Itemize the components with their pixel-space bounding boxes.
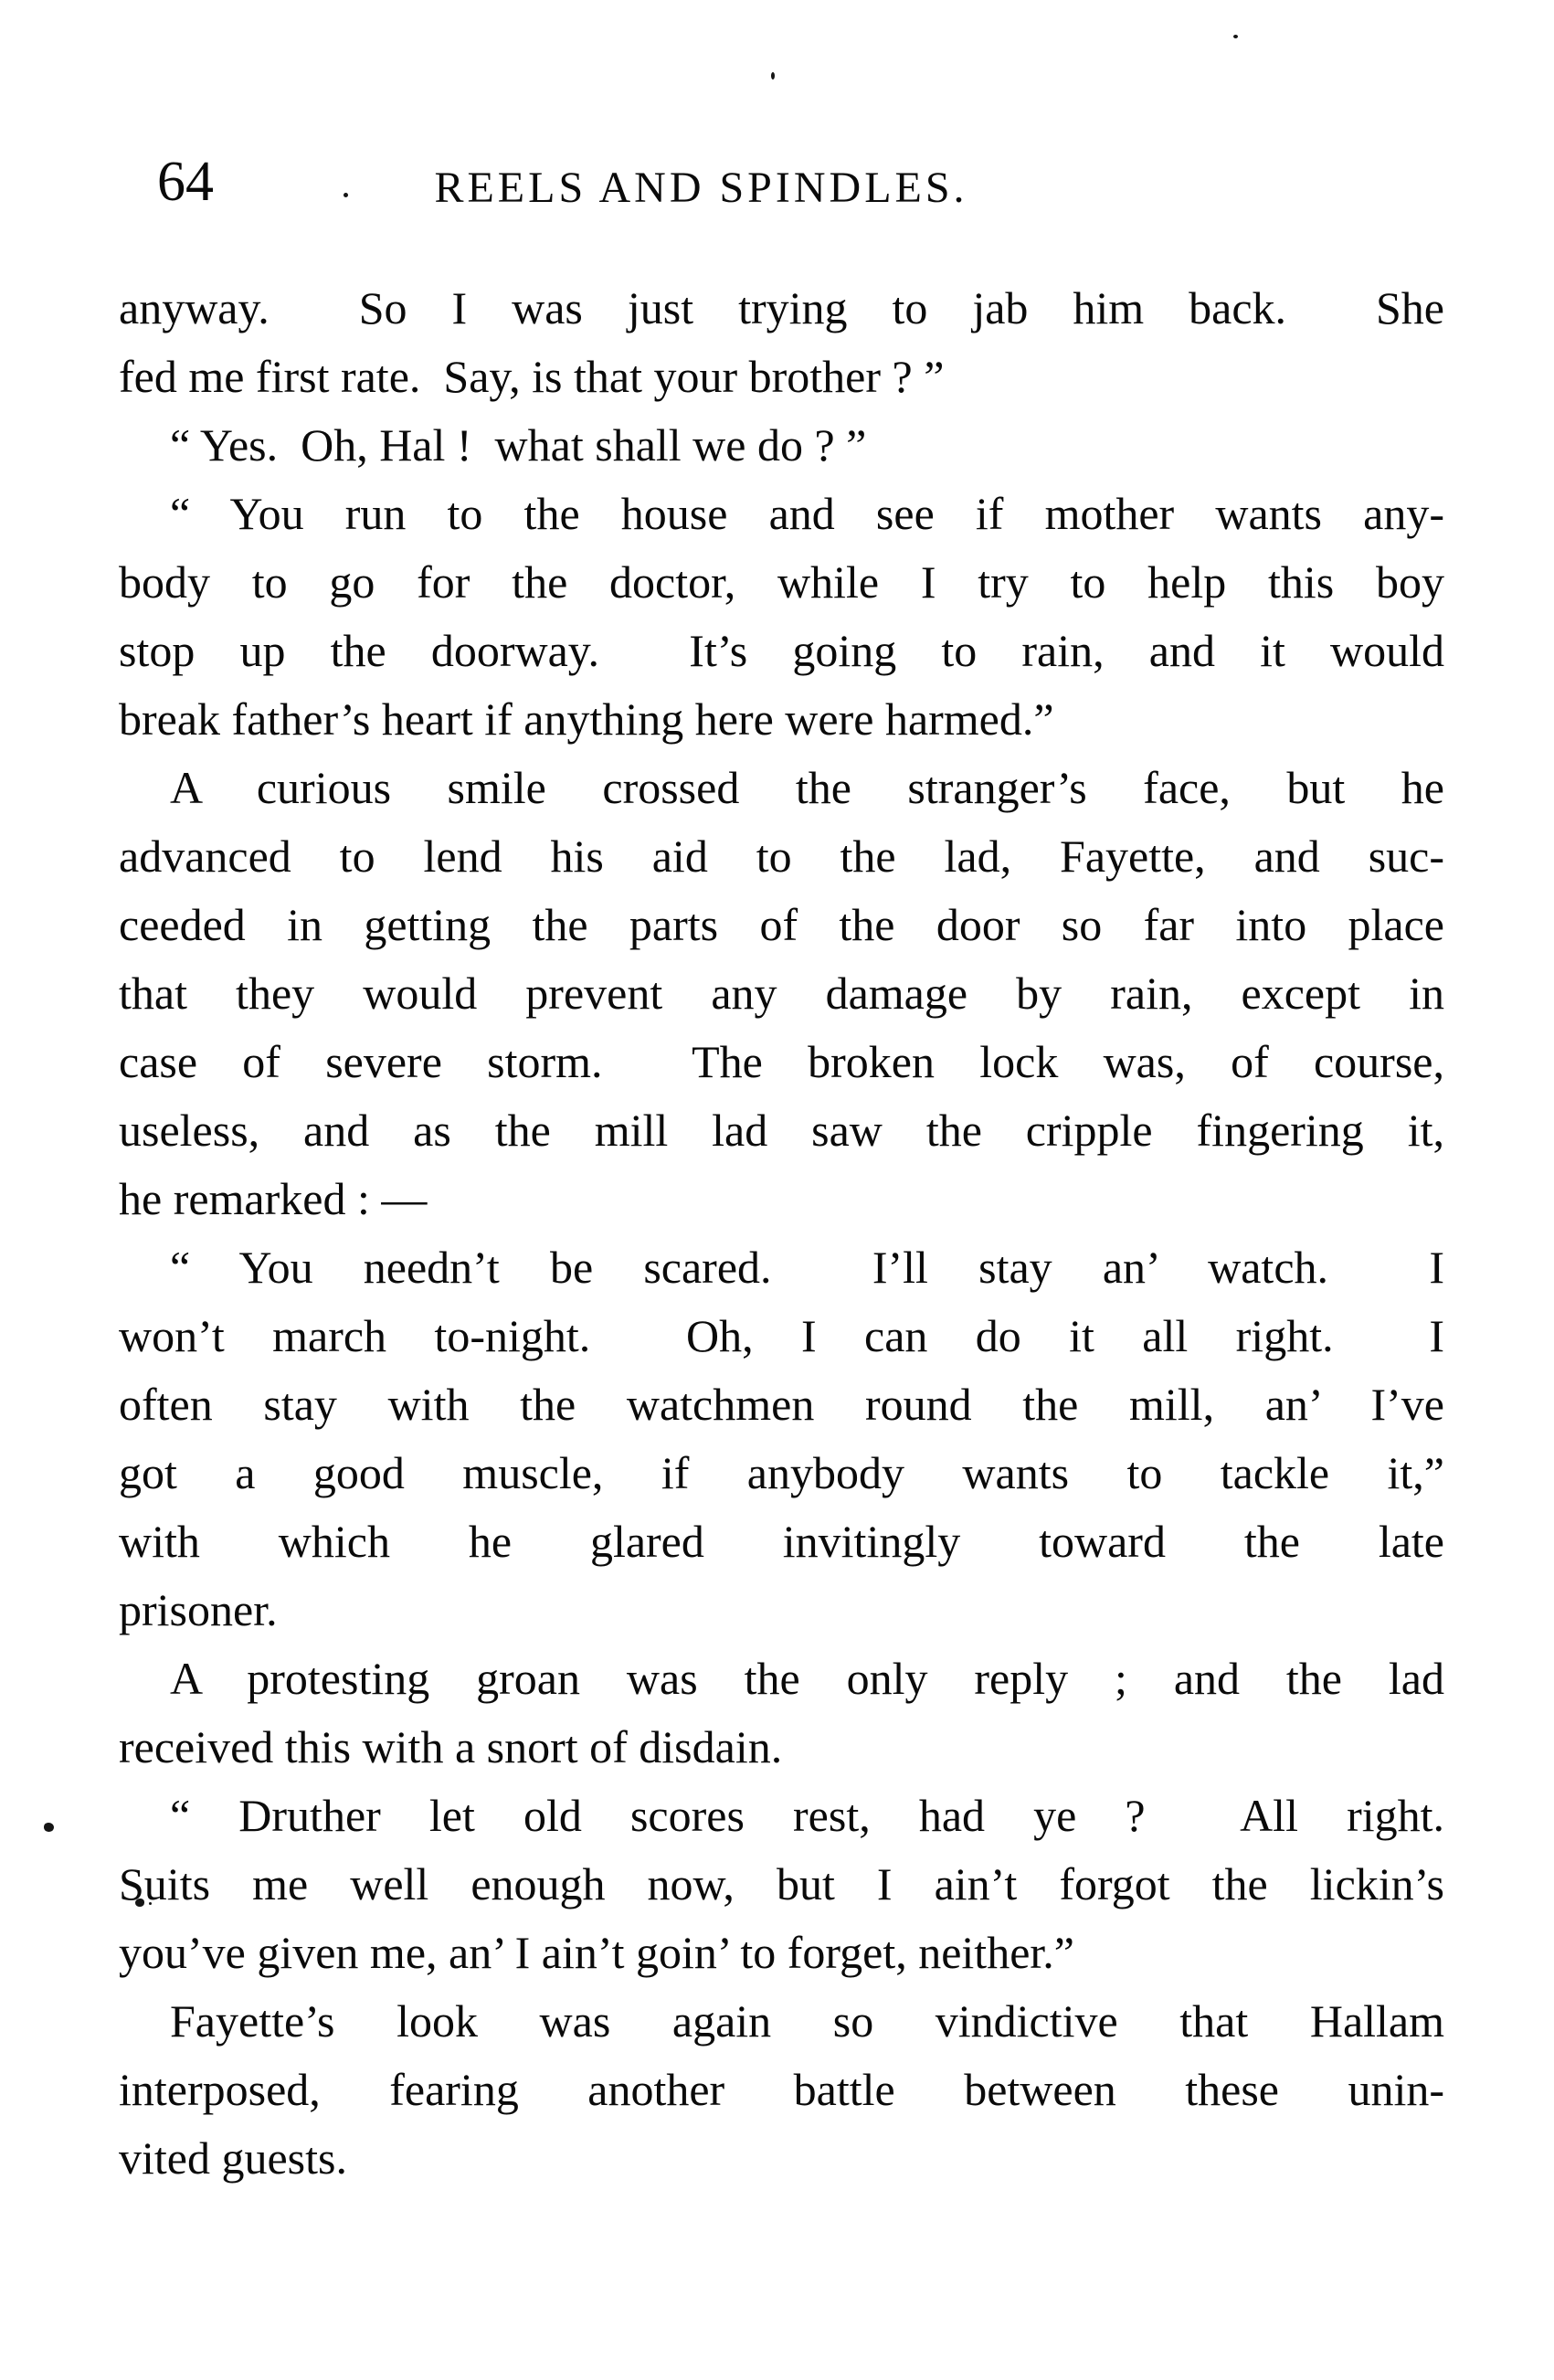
- text-line: you’ve given me, an’ I ain’t goin’ to forget, neither.”: [119, 1927, 1074, 1978]
- paragraph: [119, 1987, 1444, 2193]
- text-line: Fayette’s look was again so vindictive that Hallam: [170, 1995, 1444, 2047]
- text-line: received this with a snort of disdain.: [119, 1721, 783, 1772]
- text-line: often stay with the watchmen round the mill, an’ I’ve: [119, 1379, 1444, 1430]
- text-line: that they would prevent any damage by rain, except in: [119, 968, 1444, 1019]
- page-number: 64: [157, 151, 214, 213]
- paragraph: [119, 1645, 1444, 1782]
- page-header: [119, 153, 1444, 227]
- body-text: [119, 274, 1444, 2193]
- text-line: he remarked : —: [119, 1173, 428, 1224]
- text-line: Suits me well enough now, but I ain’t forgot the lickin’s: [119, 1858, 1444, 1909]
- text-line: interposed, fearing another battle between these unin-: [119, 2064, 1444, 2115]
- text-line: prisoner.: [119, 1584, 278, 1635]
- text-line: “ You needn’t be scared. I’ll stay an’ watch. I: [170, 1242, 1444, 1293]
- paragraph: [119, 480, 1444, 754]
- text-line: advanced to lend his aid to the lad, Fayette, and suc-: [119, 830, 1444, 882]
- text-line: body to go for the doctor, while I try to help this boy: [119, 556, 1444, 608]
- paragraph: [119, 754, 1444, 1233]
- ink-speck: [1233, 35, 1238, 38]
- text-line: “ You run to the house and see if mother wants any-: [170, 488, 1444, 539]
- paragraph: [119, 411, 1444, 480]
- text-line: case of severe storm. The broken lock was, of course,: [119, 1036, 1444, 1087]
- text-line: fed me first rate. Say, is that your brother ? ”: [119, 351, 945, 402]
- text-line: break father’s heart if anything here were harmed.”: [119, 693, 1054, 745]
- paragraph: [119, 274, 1444, 411]
- text-line: stop up the doorway. It’s going to rain, and it would: [119, 625, 1444, 676]
- text-line: A protesting groan was the only reply ; and the lad: [170, 1653, 1444, 1704]
- text-line: vited guests.: [119, 2132, 347, 2184]
- text-line: ceeded in getting the parts of the door so far into place: [119, 899, 1444, 950]
- paragraph: [119, 1782, 1444, 1987]
- text-line: A curious smile crossed the stranger’s face, but he: [170, 762, 1444, 813]
- ink-speck: [771, 72, 775, 79]
- text-line: “ Yes. Oh, Hal ! what shall we do ? ”: [170, 419, 867, 471]
- text-line: got a good muscle, if anybody wants to tackle it,”: [119, 1447, 1444, 1498]
- text-line: anyway. So I was just trying to jab him back. She: [119, 282, 1444, 333]
- text-line: “ Druther let old scores rest, had ye ? All right.: [170, 1790, 1444, 1841]
- ink-speck: [44, 1823, 54, 1832]
- text-line: useless, and as the mill lad saw the cripple fingering it,: [119, 1105, 1444, 1156]
- paragraph: [119, 1233, 1444, 1645]
- text-line: with which he glared invitingly toward the late: [119, 1516, 1444, 1567]
- text-line: won’t march to-night. Oh, I can do it all right. I: [119, 1310, 1444, 1361]
- running-title: REELS AND SPINDLES.: [434, 164, 968, 212]
